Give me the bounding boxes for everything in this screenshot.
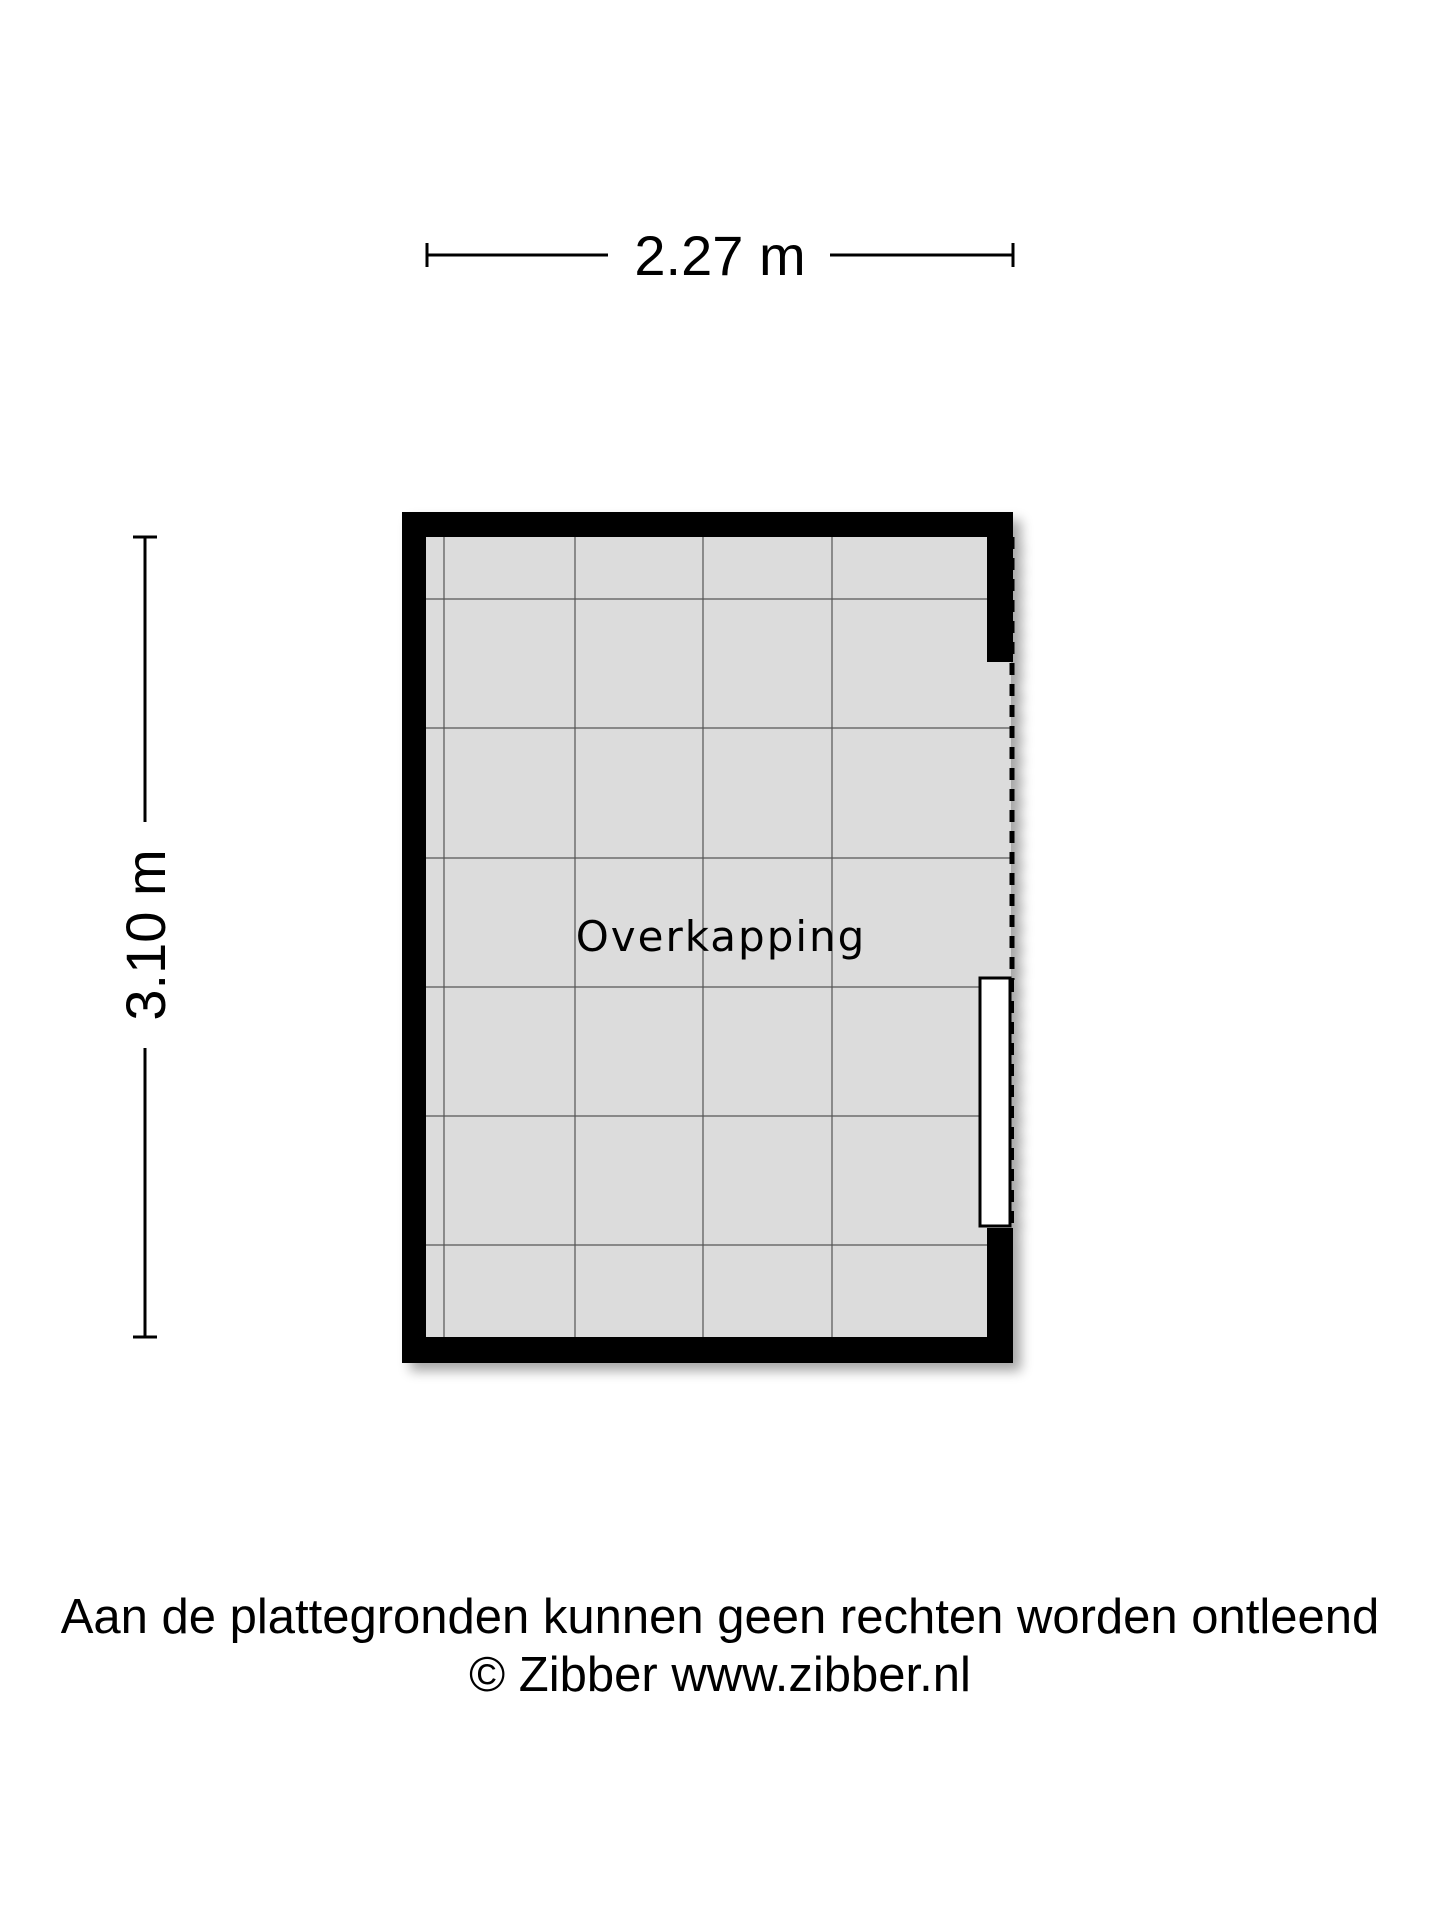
height-dimension <box>114 537 177 1337</box>
footer-disclaimer <box>0 1588 1440 1704</box>
wall-right-lower <box>987 1228 1013 1363</box>
wall-bottom <box>402 1337 1013 1363</box>
height-label: 3.10 m <box>114 849 177 1021</box>
room-label: Overkapping <box>575 912 867 961</box>
disclaimer-text: Aan de plattegronden kunnen geen rechten worden ontleend <box>60 1590 1380 1644</box>
width-dimension <box>427 224 1013 287</box>
sliding-door-panel <box>980 978 1010 1226</box>
width-label: 2.27 m <box>634 224 806 287</box>
copyright-text: © Zibber www.zibber.nl <box>469 1648 971 1702</box>
wall-right-upper <box>987 512 1013 662</box>
wall-top <box>402 512 1013 537</box>
wall-left <box>402 512 426 1363</box>
